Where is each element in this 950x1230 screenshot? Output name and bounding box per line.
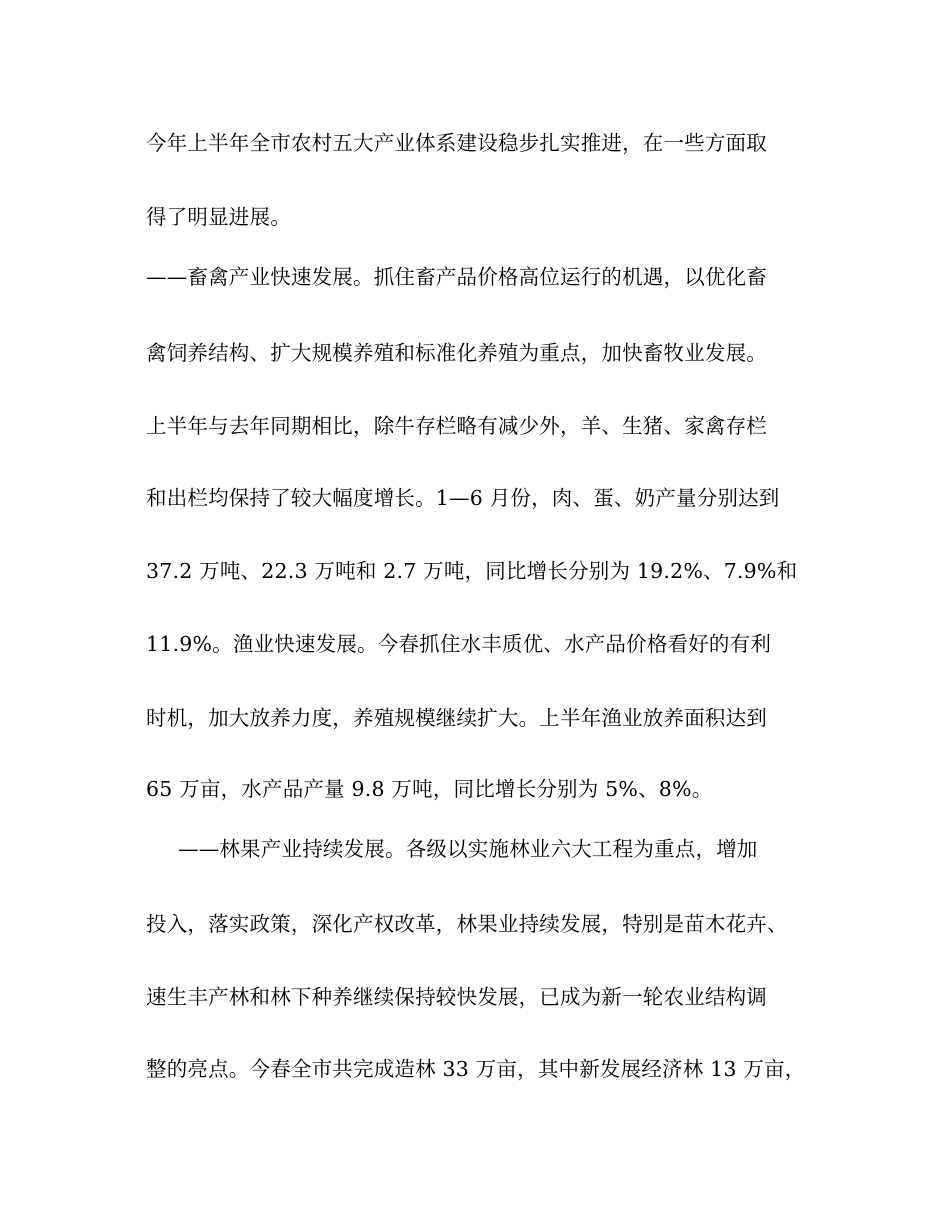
paragraph-line: 整的亮点。今春全市共完成造林 33 万亩，其中新发展经济林 13 万亩，: [146, 1057, 806, 1081]
paragraph-line: 上半年与去年同期相比，除牛存栏略有减少外，羊、生猪、家禽存栏: [146, 414, 767, 438]
paragraph-line: 得了明显进展。: [146, 205, 291, 229]
paragraph-line: 65 万亩，水产品产量 9.8 万吨，同比增长分别为 5%、8%。: [146, 777, 713, 801]
paragraph-line: 投入，落实政策，深化产权改革，林果业持续发展，特别是苗木花卉、: [146, 912, 788, 936]
paragraph-line: ——林果产业持续发展。各级以实施林业六大工程为重点，增加: [178, 837, 758, 861]
paragraph-line: 禽饲养结构、扩大规模养殖和标准化养殖为重点，加快畜牧业发展。: [146, 341, 767, 365]
paragraph-line: 今年上半年全市农村五大产业体系建设稳步扎实推进，在一些方面取: [146, 131, 767, 155]
paragraph-line: 速生丰产林和林下种养继续保持较快发展，已成为新一轮农业结构调: [146, 985, 767, 1009]
paragraph-line: 时机，加大放养力度，养殖规模继续扩大。上半年渔业放养面积达到: [146, 706, 767, 730]
paragraph-line: 11.9%。渔业快速发展。今春抓住水丰质优、水产品价格看好的有利: [146, 632, 772, 656]
paragraph-line: 37.2 万吨、22.3 万吨和 2.7 万吨，同比增长分别为 19.2%、7.9%和: [146, 559, 798, 583]
paragraph-line: ——畜禽产业快速发展。抓住畜产品价格高位运行的机遇，以优化畜: [146, 265, 767, 289]
paragraph-line: 和出栏均保持了较大幅度增长。1—6 月份，肉、蛋、奶产量分别达到: [146, 486, 780, 510]
